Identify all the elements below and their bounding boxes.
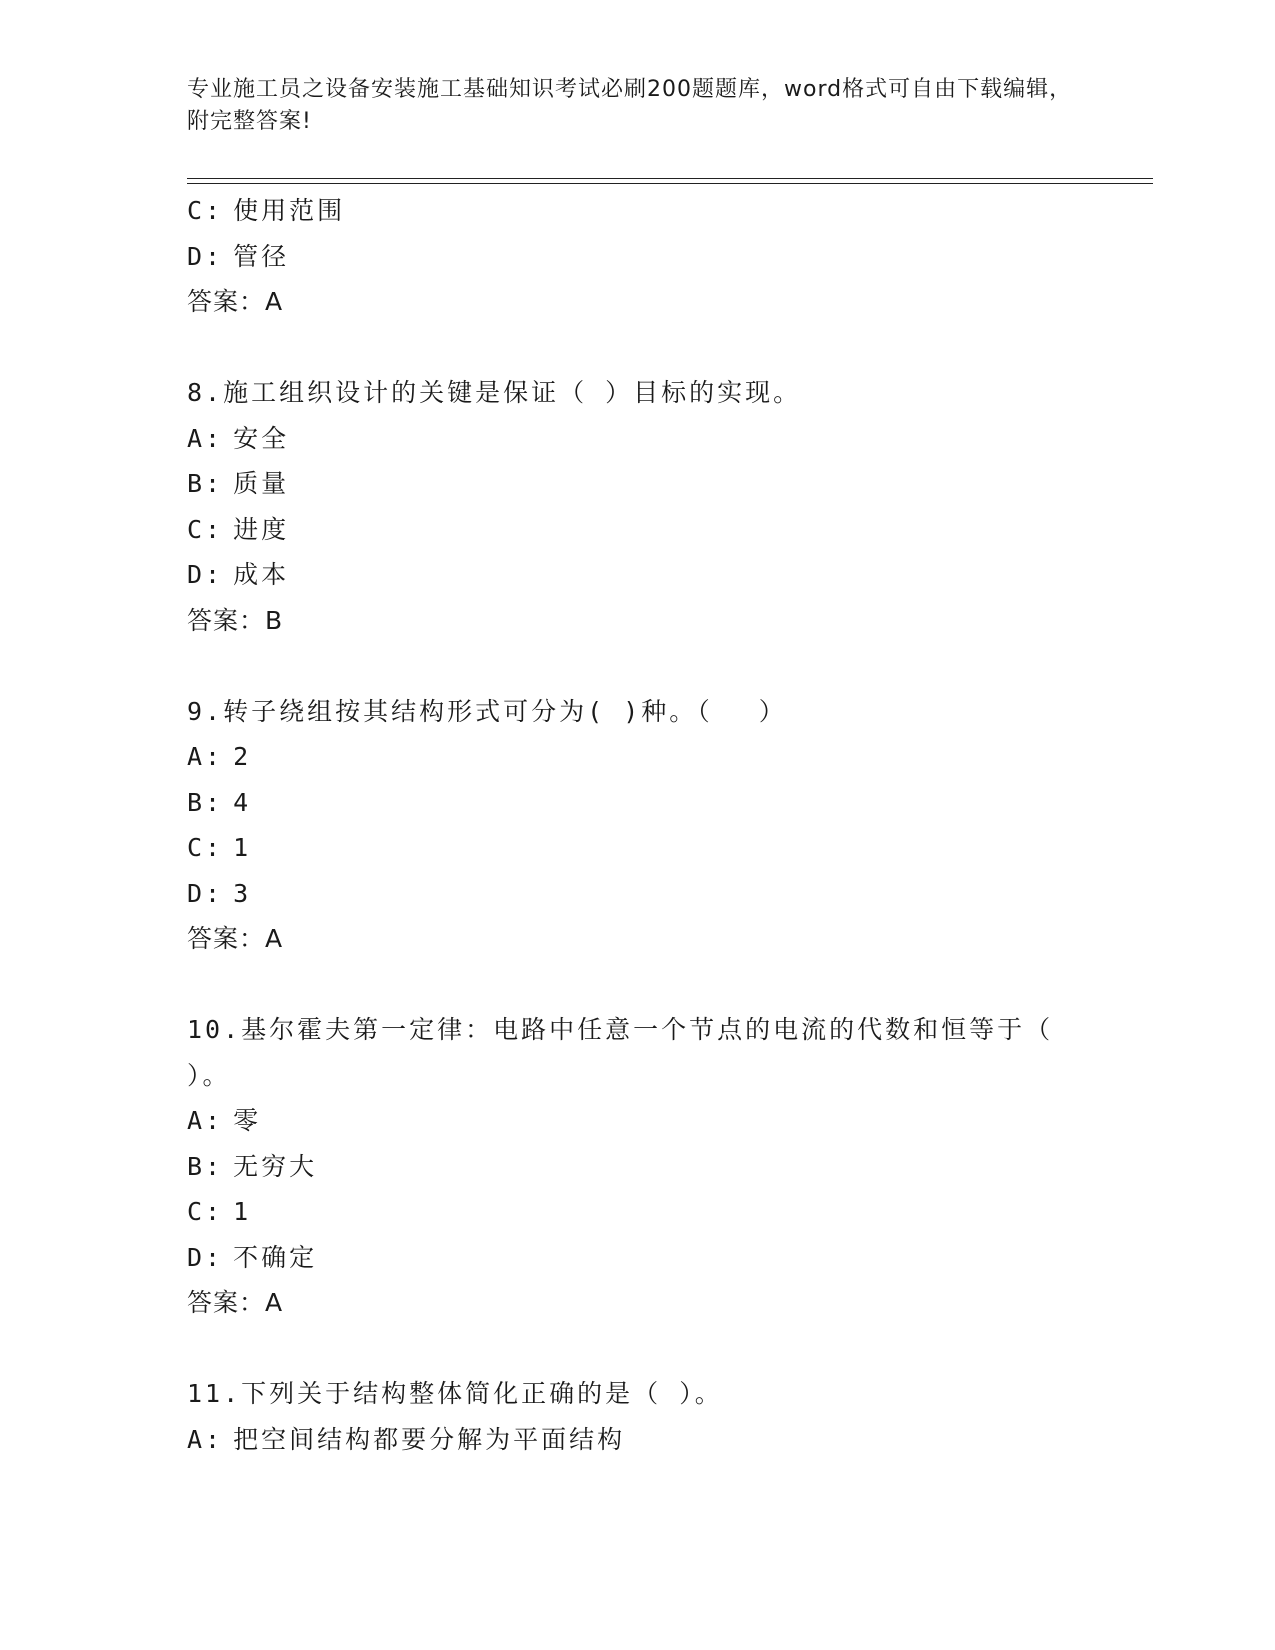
option-text: 零	[233, 1106, 262, 1135]
option-d	[187, 1235, 1107, 1281]
option-key: A:	[187, 1424, 224, 1454]
answer-line: 答案：B	[187, 605, 284, 635]
option-a	[187, 416, 1107, 462]
option-key: D:	[187, 241, 224, 271]
option-text: 无穷大	[233, 1151, 318, 1181]
option-key: D:	[187, 878, 224, 908]
option-a	[187, 734, 1107, 780]
option-key: A:	[187, 742, 224, 771]
option-c	[187, 1189, 1107, 1235]
answer-line: 答案：A	[187, 1288, 284, 1317]
question-content	[187, 188, 1107, 1462]
question-stem: 8.施工组织设计的关键是保证（ ）目标的实现。	[187, 378, 802, 407]
question-stem-line-1: 10.基尔霍夫第一定律：电路中任意一个节点的电流的代数和恒等于（	[187, 1015, 1054, 1044]
option-text: 把空间结构都要分解为平面结构	[233, 1424, 626, 1454]
option-key: B:	[187, 787, 224, 817]
question-stem: 11.下列关于结构整体简化正确的是（ ）。	[187, 1379, 723, 1408]
option-text: 安全	[233, 423, 290, 453]
option-key: B:	[187, 1151, 224, 1181]
option-key: A:	[187, 423, 224, 453]
option-text: 4	[233, 787, 252, 817]
option-text: 不确定	[233, 1242, 318, 1272]
option-c	[187, 507, 1107, 553]
option-key: C:	[187, 1197, 224, 1226]
option-a	[187, 1098, 1107, 1144]
answer-line: 答案：A	[187, 287, 284, 316]
option-key: D:	[187, 1242, 224, 1272]
option-text: 1	[233, 1197, 252, 1226]
option-key: C:	[187, 514, 224, 544]
option-key: C:	[187, 196, 224, 225]
option-text: 管径	[233, 241, 290, 271]
option-b	[187, 1144, 1107, 1190]
option-key: D:	[187, 560, 224, 589]
spacer	[187, 643, 1107, 689]
option-b	[187, 461, 1107, 507]
option-d	[187, 871, 1107, 917]
option-text: 质量	[233, 469, 290, 498]
header-rule-top	[187, 178, 1153, 179]
question-stem: 9.转子绕组按其结构形式可分为( )种。（ ）	[187, 696, 787, 726]
option-key: A:	[187, 1106, 224, 1135]
option-text: 进度	[233, 514, 290, 544]
option-d	[187, 552, 1107, 598]
spacer	[187, 325, 1107, 371]
spacer	[187, 962, 1107, 1008]
question-stem-line-2: ）。	[187, 1060, 231, 1090]
option-c	[187, 825, 1107, 871]
header-rule-bottom	[187, 183, 1153, 184]
option-key: C:	[187, 833, 224, 862]
option-a	[187, 1417, 1107, 1463]
option-d	[187, 234, 1107, 280]
page-header: 专业施工员之设备安装施工基础知识考试必刷200题题库，word格式可自由下载编辑，附完整答案!	[187, 77, 1073, 134]
option-text: 3	[233, 878, 252, 908]
option-c	[187, 188, 1107, 234]
answer-line: 答案：A	[187, 924, 284, 953]
option-key: B:	[187, 469, 224, 498]
option-b	[187, 780, 1107, 826]
option-text: 使用范围	[233, 196, 346, 225]
option-text: 成本	[233, 560, 290, 589]
spacer	[187, 1326, 1107, 1372]
option-text: 1	[233, 833, 252, 862]
option-text: 2	[233, 742, 252, 771]
